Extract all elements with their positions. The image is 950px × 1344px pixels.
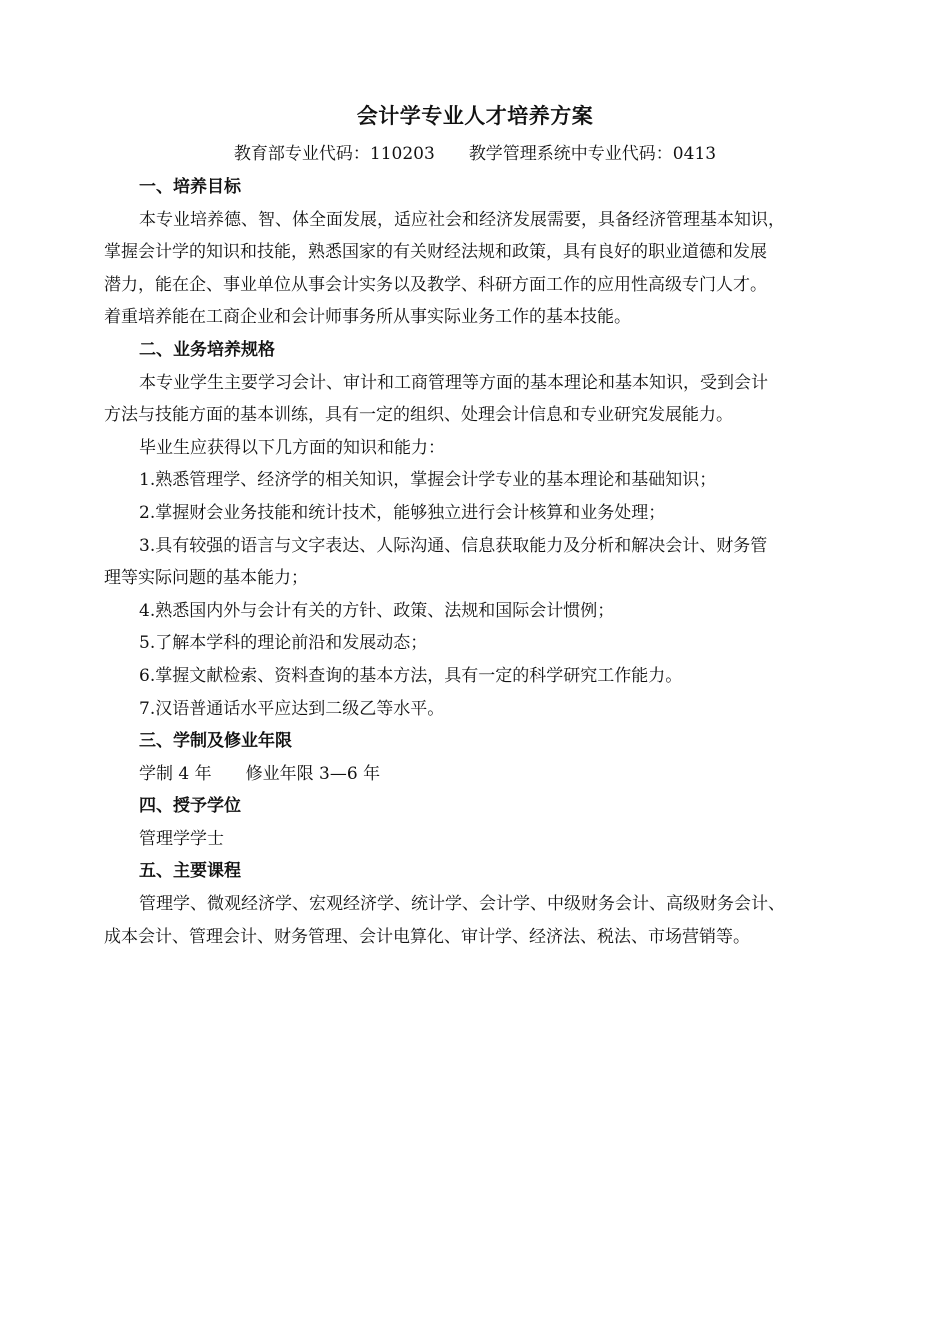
- requirements-text-line: 本专业学生主要学习会计、审计和工商管理等方面的基本理论和基本知识，受到会计: [139, 372, 768, 393]
- section-heading-requirements: 二、业务培养规格: [139, 339, 275, 360]
- moe-major-code: 教育部专业代码：110203: [233, 144, 435, 164]
- requirement-item: 1.熟悉管理学、经济学的相关知识，掌握会计学专业的基本理论和基础知识；: [139, 470, 717, 491]
- requirement-item-continued: 理等实际问题的基本能力；: [104, 568, 308, 589]
- requirements-intro: 毕业生应获得以下几方面的知识和能力：: [139, 437, 445, 458]
- requirement-item: 5.了解本学科的理论前沿和发展动态；: [139, 633, 428, 654]
- study-duration: 学制 4 年: [139, 763, 212, 784]
- section-heading-objectives: 一、培养目标: [139, 177, 241, 197]
- degree-text: 管理学学士: [139, 828, 224, 849]
- document-title: 会计学专业人才培养方案: [356, 104, 594, 128]
- objectives-text-line: 潜力，能在企、事业单位从事会计实务以及教学、科研方面工作的应用性高级专门人才。: [104, 274, 767, 295]
- document-body: [104, 171, 864, 953]
- requirements-text-line: 方法与技能方面的基本训练，具有一定的组织、处理会计信息和专业研究发展能力。: [104, 405, 733, 426]
- courses-text-line: 成本会计、管理会计、财务管理、会计电算化、审计学、经济法、税法、市场营销等。: [104, 926, 750, 947]
- major-codes-line: [0, 141, 950, 167]
- duration-line: [104, 758, 864, 791]
- section-heading-courses: 五、主要课程: [139, 861, 241, 882]
- requirement-item: 2.掌握财会业务技能和统计技术，能够独立进行会计核算和业务处理；: [139, 502, 666, 523]
- requirement-item: 4.熟悉国内外与会计有关的方针、政策、法规和国际会计惯例；: [139, 600, 615, 621]
- courses-text-line: 管理学、微观经济学、宏观经济学、统计学、会计学、中级财务会计、高级财务会计、: [139, 894, 785, 915]
- requirement-item: 7.汉语普通话水平应达到二级乙等水平。: [139, 698, 445, 719]
- study-years-range: 修业年限 3—6 年: [245, 763, 381, 784]
- objectives-text-line: 着重培养能在工商企业和会计师事务所从事实际业务工作的基本技能。: [104, 307, 631, 328]
- objectives-text-line: 本专业培养德、智、体全面发展，适应社会和经济发展需要，具备经济管理基本知识，: [139, 209, 785, 230]
- section-heading-duration: 三、学制及修业年限: [139, 731, 292, 752]
- requirement-item: 6.掌握文献检索、资料查询的基本方法，具有一定的科学研究工作能力。: [139, 665, 683, 686]
- section-heading-degree: 四、授予学位: [139, 796, 241, 817]
- system-major-code: 教学管理系统中专业代码：0413: [468, 144, 717, 164]
- objectives-text-line: 掌握会计学的知识和技能，熟悉国家的有关财经法规和政策，具有良好的职业道德和发展: [104, 242, 767, 263]
- requirement-item: 3.具有较强的语言与文字表达、人际沟通、信息获取能力及分析和解决会计、财务管: [139, 535, 768, 556]
